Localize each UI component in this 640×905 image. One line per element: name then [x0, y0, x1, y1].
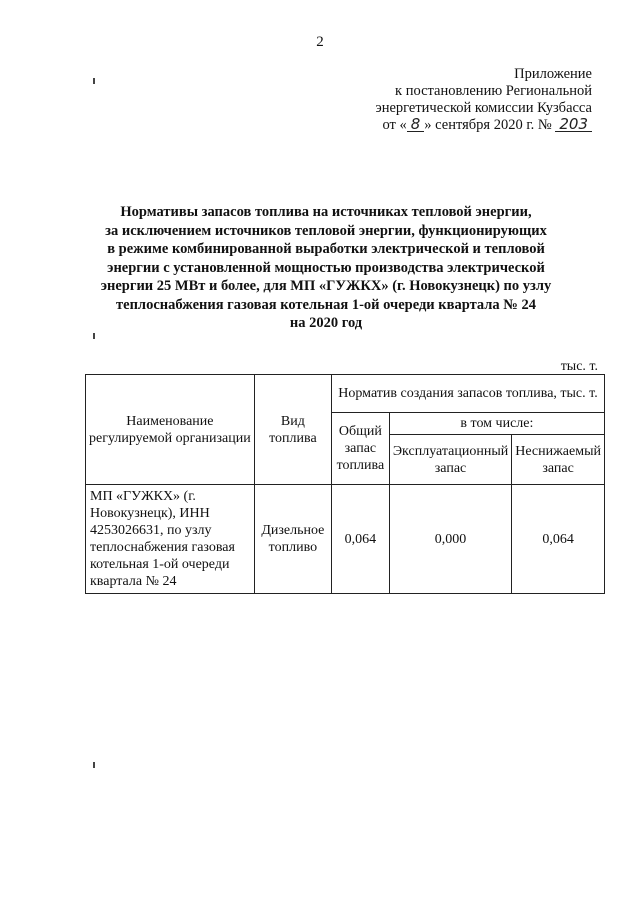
cell-operational: 0,000 [389, 485, 511, 594]
appendix-line-3: энергетической комиссии Кузбасса [375, 100, 592, 116]
title-line-2: за исключением источников тепловой энергии, функционирующих [105, 222, 547, 239]
cell-total: 0,064 [332, 485, 390, 594]
header-incl: в том числе: [389, 413, 604, 435]
appendix-date-line [375, 117, 592, 134]
title-line-3: в режиме комбинированной выработки электрической и тепловой [107, 241, 545, 257]
header-norm-group: Норматив создания запасов топлива, тыс. т. [332, 375, 605, 413]
header-fuel: Вид топлива [254, 375, 331, 485]
header-total: Общий запас топлива [332, 413, 390, 485]
cell-org: МП «ГУЖКХ» (г. Новокузнецк), ИНН 4253026631, по узлу теплоснабжения газовая котельная 1-ой очереди квартала № 24 [86, 485, 255, 594]
title-line-4: энергии с установленной мощностью производства электрической [107, 259, 545, 276]
scan-mark [93, 762, 95, 768]
title-line-7: на 2020 год [289, 315, 363, 331]
appendix-line-1: Приложение [514, 66, 592, 82]
cell-irreducible: 0,064 [512, 485, 605, 594]
document-title [96, 203, 556, 333]
header-org: Наименование регулируемой организации [86, 375, 255, 485]
fuel-norms-table [85, 374, 605, 594]
title-line-1: Нормативы запасов топлива на источниках тепловой энергии, [120, 204, 532, 220]
page-number: 2 [316, 34, 324, 50]
cell-fuel: Дизельное топливо [254, 485, 331, 594]
units-label: тыс. т. [560, 359, 598, 374]
scan-mark [93, 333, 95, 339]
header-operational: Эксплуатационный запас [389, 435, 511, 485]
scan-mark [93, 78, 95, 84]
title-line-5: энергии 25 МВт и более, для МП «ГУЖКХ» (г. Новокузнецк) по узлу [100, 278, 552, 294]
date-prefix: от « [382, 117, 407, 133]
doc-number-handwritten: 203 [555, 117, 592, 132]
appendix-block [375, 66, 592, 134]
title-line-6: теплоснабжения газовая котельная 1-ой очереди квартала № 24 [116, 296, 536, 313]
appendix-line-2: к постановлению Региональной [395, 83, 592, 99]
table-row [86, 485, 605, 594]
header-irreducible: Неснижаемый запас [512, 435, 605, 485]
date-middle: » сентября 2020 г. № [424, 117, 552, 133]
date-day-handwritten: 8 [407, 117, 425, 132]
